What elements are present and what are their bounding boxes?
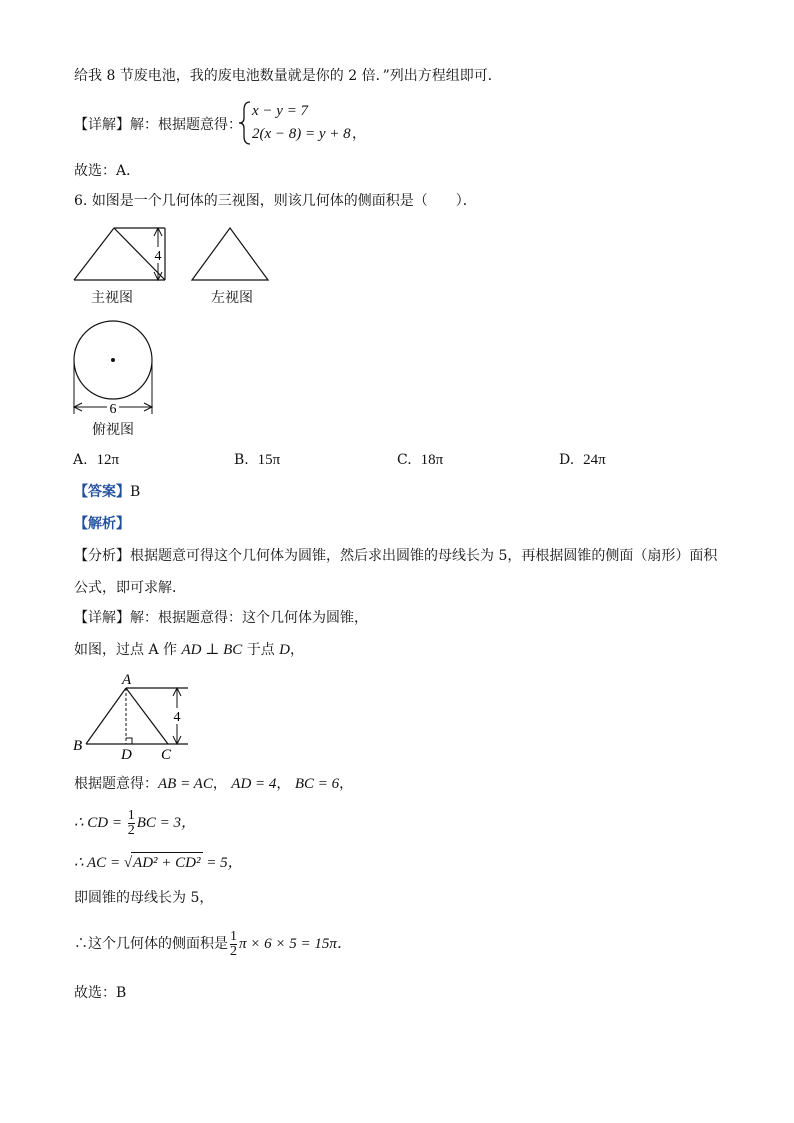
option-b-value: 15π bbox=[257, 452, 281, 468]
prev-detail-label: 【详解】 bbox=[74, 117, 130, 133]
detail-line-3 bbox=[74, 774, 353, 794]
option-c-value: 18π bbox=[420, 452, 444, 468]
point-d-label: D bbox=[121, 747, 132, 763]
analysis-line-2: 公式，即可求解． bbox=[74, 580, 186, 596]
vertex-c-label: C bbox=[161, 747, 172, 763]
ac-expr-pre: ∴ AC = bbox=[74, 855, 124, 871]
sqrt-sign: √ bbox=[123, 855, 133, 871]
cd-expr-post: BC = 3， bbox=[136, 815, 197, 831]
question-number: 6. bbox=[74, 193, 88, 209]
sep-2: ， bbox=[276, 776, 291, 792]
cd-expr-pre: ∴ CD = bbox=[74, 815, 126, 831]
front-height-label: 4 bbox=[154, 249, 162, 264]
equation-2: 2(x − 8) = y + 8 bbox=[252, 126, 351, 142]
question-text: 如图是一个几何体的三视图，则该几何体的侧面积是（ ）． bbox=[91, 193, 477, 209]
detail-label: 【详解】 bbox=[74, 610, 130, 626]
analysis-heading: 【解析】 bbox=[74, 516, 130, 532]
fraction-num: 1 bbox=[127, 807, 135, 823]
analysis-label: 【分析】 bbox=[74, 548, 130, 564]
option-b-letter: B. bbox=[234, 452, 249, 468]
answer-value: B bbox=[130, 484, 141, 500]
ac-expr-post: = 5， bbox=[202, 855, 243, 871]
intro-line: 给我 8 节废电池，我的废电池数量就是你的 2 倍．”列出方程组即可． bbox=[74, 68, 502, 84]
area-text: ∴这个几何体的侧面积是 bbox=[74, 936, 228, 952]
fraction-half bbox=[128, 809, 135, 838]
detail-line-3-pre: 根据题意得： bbox=[74, 776, 158, 792]
top-view-label: 俯视图 bbox=[92, 422, 134, 438]
fraction-den-2: 2 bbox=[230, 943, 237, 959]
detail-text-1: 解：根据题意得：这个几何体为圆锥， bbox=[130, 610, 368, 626]
side-view-label: 左视图 bbox=[211, 290, 253, 306]
equation-trail: ， bbox=[352, 126, 366, 142]
option-a[interactable] bbox=[73, 452, 119, 469]
option-c[interactable] bbox=[397, 452, 443, 469]
top-diameter-label: 6 bbox=[109, 402, 117, 417]
sqrt-radicand: AD² + CD² bbox=[131, 852, 202, 873]
vertex-b-label: B bbox=[73, 738, 83, 754]
option-d-value: 24π bbox=[583, 452, 606, 468]
expr-ab-ac: AB = AC bbox=[158, 776, 213, 792]
answer-line bbox=[74, 482, 140, 502]
fraction-half-2 bbox=[230, 930, 237, 959]
detail-line-7 bbox=[74, 926, 352, 962]
front-view-label: 主视图 bbox=[91, 290, 133, 306]
option-a-value: 12π bbox=[96, 452, 120, 468]
figure-height-label: 4 bbox=[173, 710, 181, 725]
question-6 bbox=[74, 191, 477, 211]
detail-line-2-mid: 于点 bbox=[242, 642, 280, 658]
final-choice: 故选：B bbox=[74, 985, 127, 1001]
fraction-den: 2 bbox=[127, 822, 135, 838]
analysis-text-1: 根据题意可得这个几何体为圆锥，然后求出圆锥的母线长为 5，再根据圆锥的侧面（扇形）面积 bbox=[130, 548, 718, 564]
equation-1: x − y = 7 bbox=[252, 103, 309, 119]
detail-line-2 bbox=[74, 640, 304, 660]
detail-line-2-end: ， bbox=[290, 642, 304, 658]
detail-line-2-pre: 如图，过点 A 作 bbox=[74, 642, 182, 658]
side-view-figure bbox=[190, 222, 274, 286]
expr-bc: BC = 6 bbox=[294, 776, 340, 792]
point-d-text: D bbox=[279, 642, 290, 658]
perpendicular-expr: AD ⊥ BC bbox=[181, 642, 243, 658]
detail-line-1 bbox=[74, 608, 368, 628]
equation-brace bbox=[238, 100, 252, 146]
analysis-line-1 bbox=[74, 546, 717, 566]
detail-line-6: 即圆锥的母线长为 5， bbox=[74, 890, 214, 906]
sep-1: ， bbox=[212, 776, 227, 792]
option-b[interactable] bbox=[234, 452, 280, 469]
front-view-figure bbox=[70, 222, 200, 286]
prev-detail bbox=[74, 115, 242, 135]
detail-line-4 bbox=[74, 806, 196, 840]
vertex-a-label: A bbox=[122, 672, 132, 688]
option-d-letter: D. bbox=[559, 452, 575, 468]
expr-ad: AD = 4 bbox=[231, 776, 277, 792]
fraction-num-2: 1 bbox=[230, 928, 237, 944]
option-d[interactable] bbox=[559, 452, 606, 469]
option-a-letter: A. bbox=[73, 452, 88, 468]
option-c-letter: C. bbox=[397, 452, 412, 468]
sep-3: ， bbox=[339, 776, 354, 792]
answer-label: 【答案】 bbox=[74, 484, 130, 500]
top-view-figure bbox=[70, 318, 160, 418]
prev-choice: 故选：A． bbox=[74, 163, 141, 179]
detail-line-5 bbox=[74, 852, 243, 873]
prev-detail-text: 解：根据题意得： bbox=[130, 117, 242, 133]
triangle-figure bbox=[70, 670, 200, 762]
area-expr: π × 6 × 5 = 15π． bbox=[239, 936, 352, 952]
